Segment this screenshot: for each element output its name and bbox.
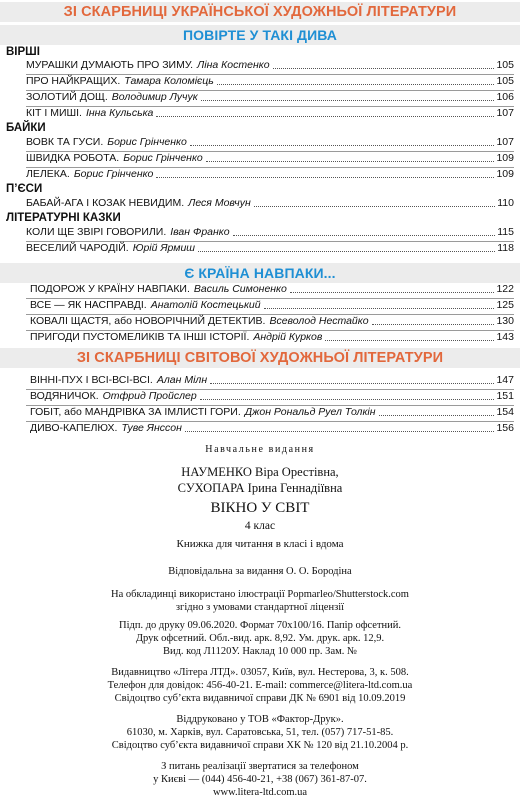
entry-title: КОЛИ ЩЕ ЗВІРІ ГОВОРИЛИ. [26,226,167,238]
printer-address: 61030, м. Харків, вул. Саратовська, 51, тел. (057) 717-51-85. [126,727,394,738]
dot-leader [217,84,495,85]
book-subtitle: Книжка для читання в класі і вдома [176,538,344,550]
entry-page: 154 [496,406,514,418]
printer-name: Віддруковано у ТОВ «Фактор-Друк». [176,714,344,725]
dot-leader [379,415,495,416]
publisher-contact: Телефон для довідок: 456-40-21. E-mail: commerce@litera-ltd.com.ua [107,680,413,691]
website-link[interactable]: www.litera-ltd.com.ua [212,787,308,798]
dot-leader [233,235,496,236]
entry-page: 109 [496,152,514,164]
entry-page: 151 [496,390,514,402]
responsible-editor: Відповідальна за видання О. О. Бородіна [168,566,352,577]
entry-title: МУРАШКИ ДУМАЮТЬ ПРО ЗИМУ. [26,59,194,71]
toc-entry[interactable] [26,240,514,255]
banner-world-literature: ЗІ СКАРБНИЦІ СВІТОВОЇ ХУДОЖНЬОЇ ЛІТЕРАТУРИ [0,348,520,368]
toc-entry[interactable] [26,134,514,149]
print-details-2: Друк офсетний. Обл.-вид. арк. 8,92. Ум. друк. арк. 12,9. [135,633,385,644]
print-details-3: Вид. код Л1120У. Наклад 10 000 пр. Зам. № [162,646,358,657]
entry-title: ШВИДКА РОБОТА. [26,152,120,164]
entry-title: КІТ І МИШІ. [26,107,82,119]
dot-leader [156,116,494,117]
entry-author: Інна Кульська [85,107,154,119]
publisher-certificate: Свідоцтво суб’єкта видавничої справи ДК № 6901 від 10.09.2019 [114,693,406,704]
toc-entry[interactable] [26,150,514,165]
author-sukhopara: СУХОПАРА Ірина Геннадіївна [177,481,343,495]
dot-leader [290,292,495,293]
entry-title: ВІННІ-ПУХ І ВСІ-ВСІ-ВСІ. [30,374,153,386]
toc-entry[interactable] [30,313,514,328]
entry-author: Ліна Костенко [197,59,270,71]
toc-entry[interactable] [30,388,514,403]
entry-page: 105 [496,59,514,71]
entry-page: 107 [496,107,514,119]
grade-label: 4 клас [244,520,276,532]
toc-entry[interactable] [26,195,514,210]
entry-author: Борис Грінченко [123,152,203,164]
entry-author: Андрій Курков [253,331,323,343]
toc-entry[interactable] [30,404,514,419]
sales-info: З питань реалізації звертатися за телефоном [161,761,359,772]
entry-author: Іван Франко [170,226,230,238]
banner-believe-wonders: ПОВІРТЕ У ТАКІ ДИВА [0,25,520,45]
toc-entry[interactable] [26,224,514,239]
cover-license: згідно з умовами стандартної ліцензії [175,602,345,613]
entry-page: 122 [496,283,514,295]
edition-type: Навчальне видання [205,444,315,455]
dot-leader [372,324,495,325]
entry-author: Джон Рональд Руел Толкін [244,406,376,418]
toc-entry[interactable] [26,166,514,181]
printer-certificate: Свідоцтво суб’єкта видавничої справи ХК № 120 від 21.10.2004 р. [111,740,409,751]
section-heading-poems: ВІРШІ [6,46,40,58]
entry-title: ПРО НАЙКРАЩИХ. [26,75,121,87]
section-heading-fables: БАЙКИ [6,122,46,134]
dot-leader [210,383,494,384]
entry-title: ЛЕЛЕКА. [26,168,70,180]
dot-leader [201,100,495,101]
toc-entry[interactable] [30,329,514,344]
toc-entry[interactable] [26,73,514,88]
entry-title: ДИВО-КАПЕЛЮХ. [30,422,118,434]
entry-author: Василь Симоненко [193,283,287,295]
entry-title: БАБАЙ-АГА І КОЗАК НЕВИДИМ. [26,197,185,209]
entry-page: 143 [496,331,514,343]
entry-page: 130 [496,315,514,327]
dot-leader [273,68,495,69]
toc-entry[interactable] [30,297,514,312]
banner-land-topsy-turvy: Є КРАЇНА НАВПАКИ... [0,263,520,283]
dot-leader [206,161,495,162]
banner-ukrainian-literature: ЗІ СКАРБНИЦІ УКРАЇНСЬКОЇ ХУДОЖНЬОЇ ЛІТЕРАТУРИ [0,2,520,22]
publisher-address: Видавництво «Літера ЛТД». 03057, Київ, вул. Нестерова, 3, к. 508. [111,667,409,678]
dot-leader [185,431,495,432]
entry-author: Отфрид Пройслер [102,390,197,402]
entry-page: 156 [496,422,514,434]
entry-title: ВСЕ — ЯК НАСПРАВДІ. [30,299,147,311]
entry-page: 107 [496,136,514,148]
sales-phones: у Києві — (044) 456-40-21, +38 (067) 361-87-07. [153,774,367,785]
toc-entry[interactable] [26,57,514,72]
dot-leader [198,251,495,252]
dot-leader [156,177,494,178]
entry-title: ВЕСЕЛИЙ ЧАРОДІЙ. [26,242,129,254]
toc-entry[interactable] [30,372,514,387]
entry-author: Тамара Коломієць [124,75,214,87]
author-naumenko: НАУМЕНКО Віра Орестівна, [181,465,339,479]
entry-title: КОВАЛІ ЩАСТЯ, або НОВОРІЧНИЙ ДЕТЕКТИВ. [30,315,266,327]
section-heading-plays: П’ЄСИ [6,183,43,195]
entry-author: Анатолій Костецький [150,299,261,311]
book-title: ВІКНО У СВІТ [210,500,310,516]
entry-author: Володимир Лучук [111,91,198,103]
entry-title: ПОДОРОЖ У КРАЇНУ НАВПАКИ. [30,283,190,295]
dot-leader [254,206,495,207]
entry-page: 106 [496,91,514,103]
dot-leader [200,399,495,400]
entry-author: Леся Мовчун [188,197,251,209]
toc-entry[interactable] [26,89,514,104]
entry-author: Борис Грінченко [73,168,154,180]
entry-author: Юрій Ярмиш [132,242,196,254]
entry-title: ПРИГОДИ ПУСТОМЕЛИКІВ ТА ІНШІ ІСТОРІЇ. [30,331,250,343]
entry-page: 125 [496,299,514,311]
entry-page: 118 [497,242,514,254]
dot-leader [264,308,495,309]
entry-title: ВОДЯНИЧОК. [30,390,99,402]
entry-author: Борис Грінченко [107,136,187,148]
entry-page: 115 [497,226,514,238]
entry-title: ВОВК ТА ГУСИ. [26,136,104,148]
dot-leader [325,340,494,341]
print-details-1: Підп. до друку 09.06.2020. Формат 70x100/16. Папір офсетний. [118,620,402,631]
entry-title: ЗОЛОТИЙ ДОЩ. [26,91,108,103]
entry-author: Всеволод Нестайко [269,315,369,327]
toc-entry[interactable] [30,281,514,296]
toc-entry[interactable] [30,420,514,435]
entry-author: Туве Янссон [121,422,182,434]
entry-title: ГОБІТ, або МАНДРІВКА ЗА ІМЛИСТІ ГОРИ. [30,406,241,418]
entry-author: Алан Мілн [156,374,208,386]
cover-credit: На обкладинці використано ілюстрації Popmarleo/Shutterstock.com [111,589,409,600]
dot-leader [190,145,495,146]
section-heading-literary-tales: ЛІТЕРАТУРНІ КАЗКИ [6,212,121,224]
toc-entry[interactable] [26,105,514,120]
entry-page: 110 [497,197,514,209]
entry-page: 109 [496,168,514,180]
entry-page: 147 [496,374,514,386]
entry-page: 105 [496,75,514,87]
